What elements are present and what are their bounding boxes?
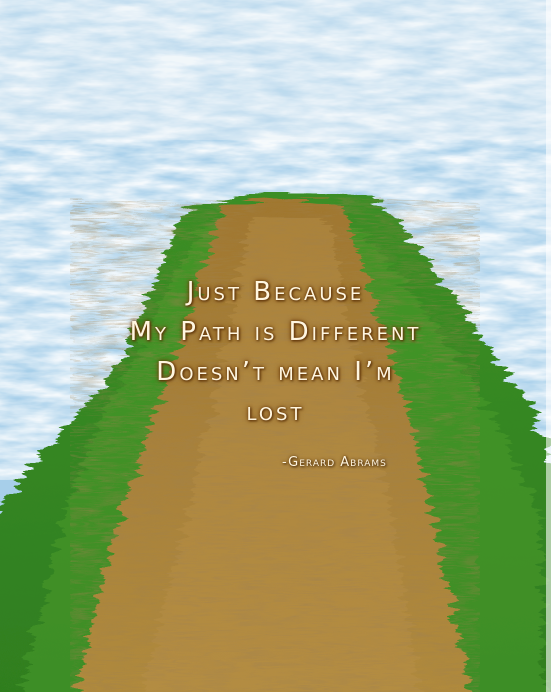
quote-line-4: lost bbox=[246, 397, 305, 427]
quote-text bbox=[0, 272, 551, 432]
quote-line-1: Just Because bbox=[186, 277, 365, 307]
quote-attribution: -Gerard Abrams bbox=[282, 455, 387, 470]
quote-line-2: My Path is Different bbox=[129, 317, 422, 347]
quote-line-3: Doesn’t mean I’m bbox=[156, 357, 395, 387]
